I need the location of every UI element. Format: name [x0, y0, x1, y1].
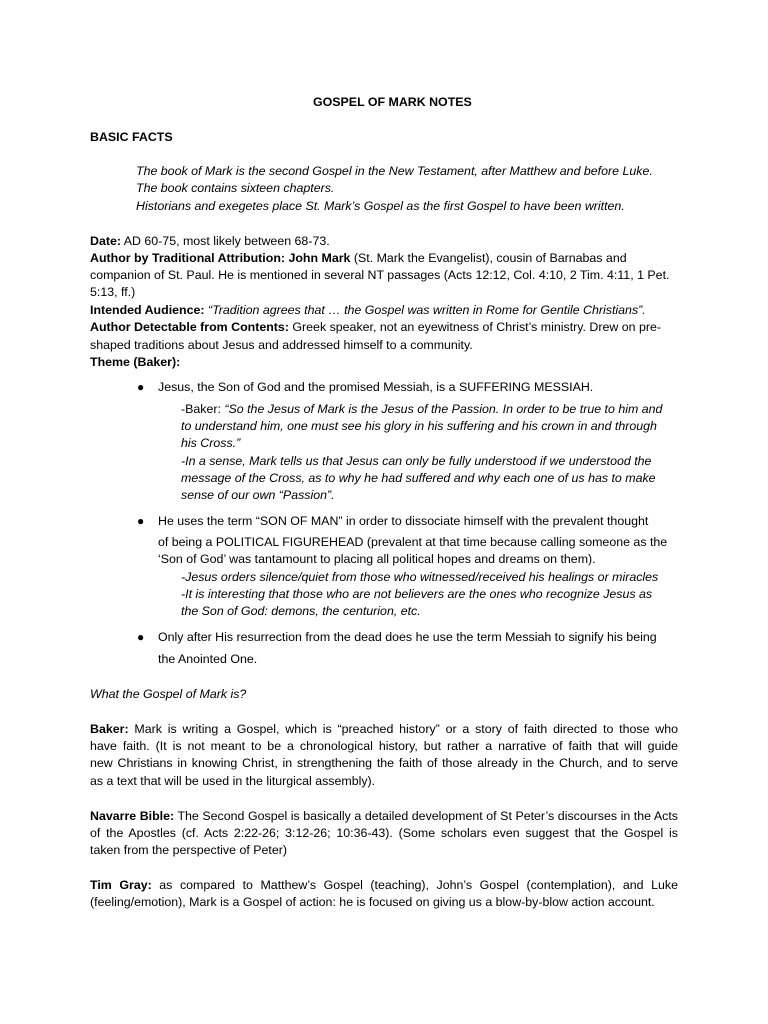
baker-text: Mark is writing a Gospel, which is “preached history” or a story of faith directed to those who [128, 722, 678, 736]
baker-quote-line: to understand him, one must see his glory in his suffering and his crown in and through [181, 419, 657, 433]
audience-value: “Tradition agrees that … the Gospel was written in Rome for Gentile Christians”. [204, 303, 646, 317]
gray-text: as compared to Matthew’s Gospel (teaching), John’s Gospel (contemplation), and Luke [151, 878, 678, 892]
author-text-cont: 5:13, ff.) [90, 285, 136, 299]
baker-paragraph-line: new Christians in knowing Christ, in strengthening the faith of those already in the Church, and to serve [90, 756, 678, 770]
gray-paragraph-line [90, 877, 678, 894]
son-of-man-note: -It is interesting that those who are not believers are the ones who recognize Jesus as [181, 587, 653, 601]
navarre-paragraph-line: taken from the perspective of Peter) [90, 843, 287, 857]
page-title: GOSPEL OF MARK NOTES [313, 95, 472, 109]
navarre-paragraph-line: of the Apostles (cf. Acts 2:22-26; 3:12-26; 10:36-43). (Some scholars even suggest that the Gospel is [90, 826, 678, 840]
contents-line [90, 319, 661, 336]
audience-line [90, 302, 646, 319]
baker-quote: “So the Jesus of Mark is the Jesus of the Passion. In order to be true to him and [224, 402, 663, 416]
baker-note-line: sense of our own “Passion”. [181, 488, 335, 502]
date-value: AD 60-75, most likely between 68-73. [120, 234, 330, 248]
navarre-paragraph-line [90, 808, 678, 825]
baker-paragraph-line [90, 721, 678, 738]
author-label: Author by Traditional Attribution: John Mark [90, 251, 351, 265]
date-label: Date: [90, 234, 121, 248]
contents-label: Author Detectable from Contents: [90, 320, 289, 334]
theme-bullet-text: of being a POLITICAL FIGUREHEAD (prevalent at that time because calling someone as the [158, 535, 668, 549]
gray-paragraph-line: (feeling/emotion), Mark is a Gospel of action: he is focused on giving us a blow-by-blow action account. [90, 895, 655, 909]
baker-prefix: -Baker: [181, 402, 225, 416]
basic-fact-line: The book of Mark is the second Gospel in the New Testament, after Matthew and before Luke. [136, 164, 653, 178]
theme-bullet-text: the Anointed One. [158, 652, 258, 666]
theme-bullet-text: He uses the term “SON OF MAN” in order to dissociate himself with the prevalent thought [158, 514, 649, 528]
gray-label: Tim Gray: [90, 878, 152, 892]
baker-quote-line: his Cross.” [181, 436, 241, 450]
theme-label: Theme (Baker): [90, 355, 181, 369]
baker-note-line: -In a sense, Mark tells us that Jesus can only be fully understood if we understood the [181, 454, 652, 468]
bullet-icon: ● [137, 514, 145, 528]
baker-note-line: message of the Cross, as to why he had suffered and why each one of us has to make [181, 471, 656, 485]
contents-text: Greek speaker, not an eyewitness of Christ’s ministry. Drew on pre- [288, 320, 662, 334]
son-of-man-note: -Jesus orders silence/quiet from those who witnessed/received his healings or miracles [181, 570, 659, 584]
bullet-icon: ● [137, 380, 145, 394]
theme-bullet-text: Jesus, the Son of God and the promised Messiah, is a SUFFERING MESSIAH. [158, 380, 594, 394]
baker-paragraph-line: as a text that will be used in the liturgical assembly). [90, 774, 376, 788]
theme-bullet-text: Only after His resurrection from the dead does he use the term Messiah to signify his being [158, 630, 657, 644]
author-text: (St. Mark the Evangelist), cousin of Barnabas and [350, 251, 627, 265]
audience-label: Intended Audience: [90, 303, 205, 317]
author-line [90, 250, 627, 267]
navarre-text: The Second Gospel is basically a detailed development of St Peter’s discourses in the Acts [174, 809, 678, 823]
baker-label: Baker: [90, 722, 129, 736]
bullet-icon: ● [137, 630, 145, 644]
baker-quote-line [181, 401, 662, 418]
basic-fact-line: The book contains sixteen chapters. [136, 181, 335, 195]
contents-text-cont: shaped traditions about Jesus and addressed himself to a community. [90, 338, 473, 352]
navarre-label: Navarre Bible: [90, 809, 175, 823]
son-of-man-note: the Son of God: demons, the centurion, etc. [181, 604, 421, 618]
basic-facts-heading: BASIC FACTS [90, 130, 173, 144]
date-line [90, 233, 330, 250]
basic-fact-line: Historians and exegetes place St. Mark’s Gospel as the first Gospel to have been written. [136, 199, 625, 213]
author-text-cont: companion of St. Paul. He is mentioned in several NT passages (Acts 12:12, Col. 4:10, 2 Tim. 4:11, 1 Pet. [90, 268, 670, 282]
theme-bullet-text: ‘Son of God’ was tantamount to placing all political hopes and dreams on them). [158, 552, 596, 566]
baker-paragraph-line: have faith. (It is not meant to be a chronological history, but rather a narrative of faith that will guide [90, 739, 678, 753]
section-heading: What the Gospel of Mark is? [90, 687, 247, 701]
